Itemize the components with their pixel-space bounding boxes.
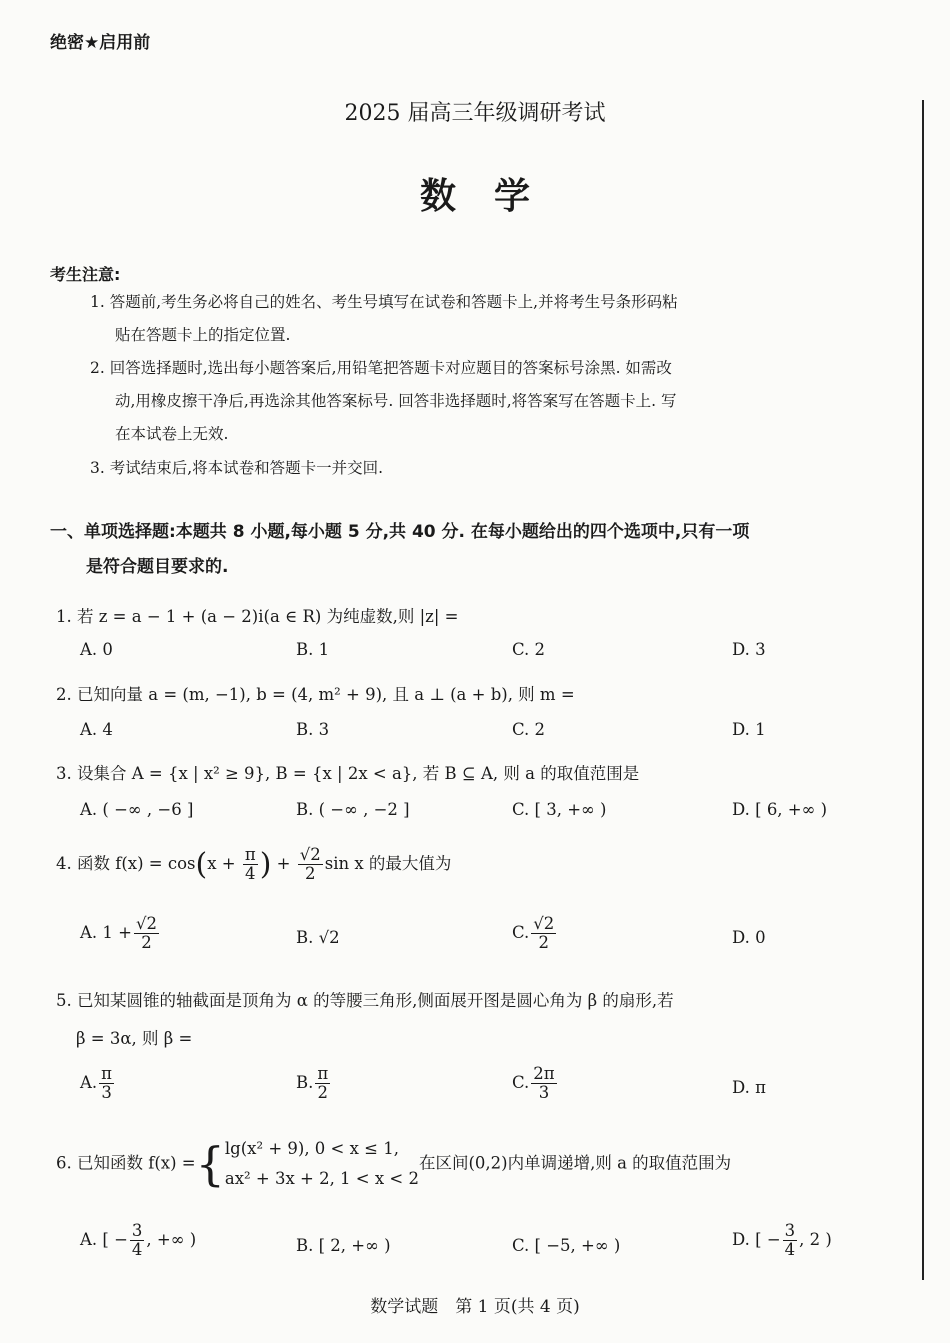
- q5-option-b: B. $\frac{\pi}{2}$: [296, 1064, 329, 1103]
- notice-item-1: [90, 286, 678, 352]
- binding-rule: [922, 100, 924, 1280]
- notice-line: 1. 答题前,考生务必将自己的姓名、考生号填写在试卷和答题卡上,并将考生号条形码粘: [90, 293, 678, 311]
- q5-option-c: C. $\frac{2\pi}{3}$: [512, 1064, 555, 1103]
- q3-option-b: B. ( −∞ , −2 ]: [296, 800, 410, 819]
- q1-option-d: D. 3: [732, 640, 766, 659]
- q3-option-d: D. [ 6, +∞ ): [732, 800, 828, 819]
- q4-option-a: A. 1 + $\frac{√2}{2}$: [80, 914, 157, 953]
- notice-item-2: [90, 352, 677, 451]
- question-3-stem: 3. 设集合 A = {x | x² ≥ 9}, B = {x | 2x < a}, 若 B ⊆ A, 则 a 的取值范围是: [56, 764, 640, 783]
- q4-stem-text: 4. 函数 f(x) = cos: [56, 854, 196, 874]
- q1-option-a: A. 0: [80, 640, 113, 659]
- q6-option-b: B. [ 2, +∞ ): [296, 1236, 391, 1255]
- page-footer: 数学试题 第 1 页(共 4 页): [370, 1297, 580, 1317]
- q2-option-d: D. 1: [732, 720, 766, 739]
- q4-stem-tail: sin x 的最大值为: [324, 854, 452, 874]
- q2-option-c: C. 2: [512, 720, 546, 739]
- q5-option-a: A. $\frac{\pi}{3}$: [80, 1064, 113, 1103]
- q6-option-a: A. [ − $\frac{3}{4}$ , +∞ ): [80, 1221, 197, 1260]
- q2-option-b: B. 3: [296, 720, 330, 739]
- question-4-stem: 4. 函数 f(x) = cos(x + $\frac{\pi}{4}$ ) + $\frac{√2}{2}$ sin x 的最大值为: [56, 845, 452, 884]
- q4-arg: x +: [207, 854, 236, 874]
- question-2-stem: 2. 已知向量 a = (m, −1), b = (4, m² + 9), 且 a ⊥ (a + b), 则 m =: [56, 685, 575, 704]
- q1-option-b: B. 1: [296, 640, 330, 659]
- q4-option-d: D. 0: [732, 928, 766, 947]
- q3-option-a: A. ( −∞ , −6 ]: [80, 800, 194, 819]
- q2-option-a: A. 4: [80, 720, 113, 739]
- section-heading: [50, 515, 900, 585]
- q6-option-c: C. [ −5, +∞ ): [512, 1236, 621, 1255]
- question-6-stem: 6. 已知函数 f(x) ={ lg(x² + 9), 0 < x ≤ 1, ax² + 3x + 2, 1 < x < 2 在区间(0,2)内单调递增,则 a 的取值范围为: [56, 1134, 731, 1194]
- secret-label: 绝密★启用前: [50, 33, 151, 53]
- notice-title: 考生注意:: [50, 265, 121, 284]
- notice-item-3: [90, 452, 383, 485]
- fraction-pi-over-4: $\frac{\pi}{4}$: [244, 845, 256, 884]
- notice-line: 动,用橡皮擦干净后,再选涂其他答案标号. 回答非选择题时,将答案写在答题卡上. 写: [115, 392, 677, 410]
- paren-close: ): [259, 847, 272, 883]
- question-1-stem: 1. 若 z = a − 1 + (a − 2)i(a ∈ R) 为纯虚数,则 |z| =: [56, 607, 459, 626]
- section-line: 是符合题目要求的.: [86, 557, 229, 577]
- notice-line: 2. 回答选择题时,选出每小题答案后,用铅笔把答题卡对应题目的答案标号涂黑. 如需改: [90, 359, 672, 377]
- notice-line: 3. 考试结束后,将本试卷和答题卡一并交回.: [90, 459, 384, 477]
- exam-title: 2025 届高三年级调研考试: [344, 101, 606, 126]
- piecewise-cases: lg(x² + 9), 0 < x ≤ 1, ax² + 3x + 2, 1 < x < 2: [224, 1139, 419, 1188]
- paren-open: (: [195, 847, 208, 883]
- q5-option-d: D. π: [732, 1078, 766, 1097]
- question-5-stem-line2: β = 3α, 则 β =: [76, 1029, 193, 1048]
- q3-option-c: C. [ 3, +∞ ): [512, 800, 607, 819]
- subject-title: 数学: [419, 176, 568, 217]
- q1-option-c: C. 2: [512, 640, 546, 659]
- q4-option-c: C. $\frac{√2}{2}$: [512, 914, 555, 953]
- q6-option-d: D. [ − $\frac{3}{4}$ , 2 ): [732, 1221, 832, 1260]
- notice-line: 在本试卷上无效.: [115, 425, 229, 443]
- section-line: 一、单项选择题:本题共 8 小题,每小题 5 分,共 40 分. 在每小题给出的四个选项中,只有一项: [50, 522, 750, 542]
- q4-option-b: B. √2: [296, 928, 340, 947]
- left-brace: {: [195, 1137, 225, 1191]
- question-5-stem-line1: 5. 已知某圆锥的轴截面是顶角为 α 的等腰三角形,侧面展开图是圆心角为 β 的扇形,若: [56, 991, 674, 1010]
- notice-line: 贴在答题卡上的指定位置.: [115, 326, 291, 344]
- fraction-sqrt2-over-2: $\frac{√2}{2}$: [299, 845, 321, 884]
